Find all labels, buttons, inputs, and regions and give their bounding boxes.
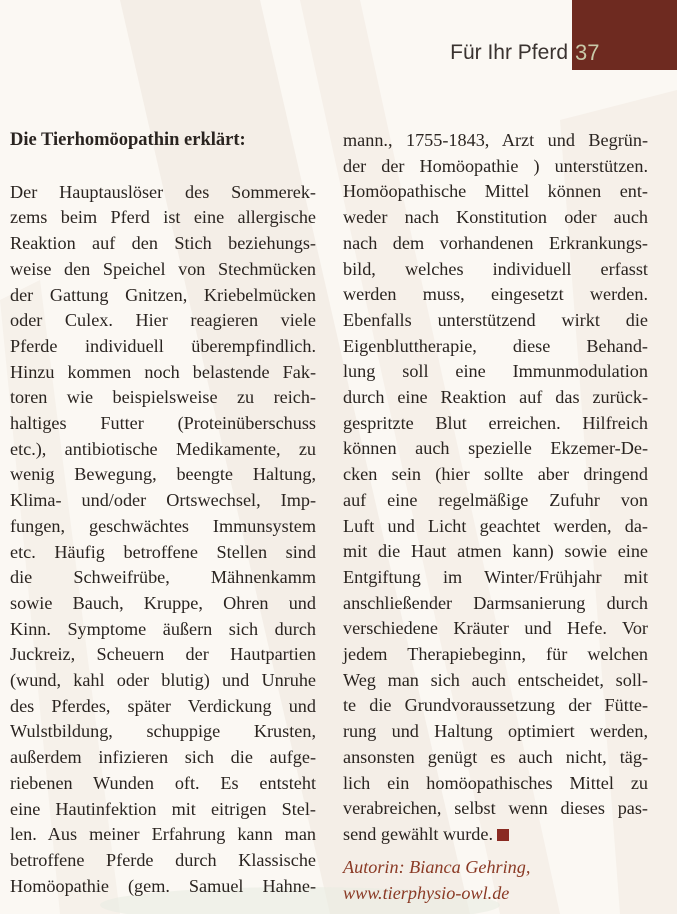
text-line: wenig Bewegung, beengte Haltung, bbox=[10, 464, 316, 485]
last-line-text: send gewählt wurde. bbox=[343, 823, 494, 844]
text-line: gespritzte Blut erreichen. Hilfreich bbox=[343, 412, 648, 433]
text-line: Homöopathische Mittel können ent- bbox=[343, 181, 648, 202]
text-line: cken sein (hier sollte aber dringend bbox=[343, 464, 648, 485]
text-line: Juckreiz, Scheuern der Hautpartien bbox=[10, 644, 316, 665]
text-line: zems beim Pferd ist eine allergische bbox=[10, 207, 316, 228]
text-line: mit die Haut atmen kann) sowie eine bbox=[343, 541, 648, 562]
text-line: te die Grundvoraussetzung der Fütte- bbox=[343, 695, 648, 716]
text-line: haltiges Futter (Proteinüberschuss bbox=[10, 413, 316, 434]
text-line: toren wie beispielsweise zu reich- bbox=[10, 387, 316, 408]
text-line: außerdem infizieren sich die aufge- bbox=[10, 747, 316, 768]
text-line: können auch spezielle Ekzemer-De- bbox=[343, 438, 648, 459]
text-line: Entgiftung im Winter/Frühjahr mit bbox=[343, 566, 648, 587]
column-left-body bbox=[10, 180, 316, 900]
author-credit bbox=[343, 854, 648, 906]
text-line: fungen, geschwächtes Immunsystem bbox=[10, 515, 316, 536]
text-line: lung soll eine Immunmodulation bbox=[343, 361, 648, 382]
text-line: auf eine regelmäßige Zufuhr von bbox=[343, 489, 648, 510]
text-line: len. Aus meiner Erfahrung kann man bbox=[10, 824, 316, 845]
text-line: Kinn. Symptome äußern sich durch bbox=[10, 618, 316, 639]
text-line: Luft und Licht geachtet werden, da- bbox=[343, 515, 648, 536]
text-line: die Schweifrübe, Mähnenkamm bbox=[10, 567, 316, 588]
text-line: jedem Therapiebeginn, für welchen bbox=[343, 644, 648, 665]
author-name: Autorin: Bianca Gehring, bbox=[343, 857, 531, 877]
text-line: weise den Speichel von Stechmücken bbox=[10, 258, 316, 279]
article-heading: Die Tierhomöopathin erklärt: bbox=[10, 130, 246, 150]
text-line: nach dem vorhandenen Erkrankungs- bbox=[343, 232, 648, 253]
text-line: des Pferdes, später Verdickung und bbox=[10, 695, 316, 716]
text-line: Wulstbildung, schuppige Krusten, bbox=[10, 721, 316, 742]
text-line: Eigenbluttherapie, diese Behand- bbox=[343, 335, 648, 356]
text-line: weder nach Konstitution oder auch bbox=[343, 207, 648, 228]
text-line: eine Hautinfektion mit eitrigen Stel- bbox=[10, 798, 316, 819]
article-last-line bbox=[343, 822, 648, 848]
text-line: etc. Häufig betroffene Stellen sind bbox=[10, 541, 316, 562]
text-line: betroffene Pferde durch Klassische bbox=[10, 849, 316, 870]
author-website: www.tierphysio-owl.de bbox=[343, 883, 510, 903]
text-line: sowie Bauch, Kruppe, Ohren und bbox=[10, 592, 316, 613]
text-line: Ebenfalls unterstützend wirkt die bbox=[343, 309, 648, 330]
text-line: etc.), antibiotische Medikamente, zu bbox=[10, 438, 316, 459]
text-line: rung und Haltung optimiert werden, bbox=[343, 721, 648, 742]
text-line: mann., 1755-1843, Arzt und Begrün- bbox=[343, 130, 648, 150]
text-line: oder Culex. Hier reagieren viele bbox=[10, 310, 316, 331]
text-line: Homöopathie (gem. Samuel Hahne- bbox=[10, 875, 316, 896]
text-line: (wund, kahl oder blutig) und Unruhe bbox=[10, 670, 316, 691]
text-line: verabreichen, selbst wenn dieses pas- bbox=[343, 798, 648, 819]
text-line: ansonsten genügt es auch nicht, täg- bbox=[343, 746, 648, 767]
text-line: lich ein homöopathisches Mittel zu bbox=[343, 772, 648, 793]
text-line: Pferde individuell überempfindlich. bbox=[10, 335, 316, 356]
page-number: 37 bbox=[575, 40, 600, 65]
article-column-right bbox=[343, 128, 648, 848]
text-line: Klima- und/oder Ortswechsel, Imp- bbox=[10, 490, 316, 511]
text-line: Weg man sich auch entscheidet, soll- bbox=[343, 669, 648, 690]
text-line: riebenen Wunden oft. Es entsteht bbox=[10, 772, 316, 793]
text-line: Reaktion auf den Stich beziehungs- bbox=[10, 233, 316, 254]
text-line: der der Homöopathie ) unterstützen. bbox=[343, 155, 648, 176]
text-line: durch eine Reaktion auf das zurück- bbox=[343, 387, 648, 408]
text-line: anschließender Darmsanierung durch bbox=[343, 592, 648, 613]
article-column-left bbox=[10, 128, 316, 899]
section-title: Für Ihr Pferd bbox=[450, 41, 568, 64]
text-line: verschiedene Kräuter und Hefe. Vor bbox=[343, 618, 648, 639]
column-right-body bbox=[343, 128, 648, 822]
text-line: werden muss, eingesetzt werden. bbox=[343, 284, 648, 305]
text-line: der Gattung Gnitzen, Kriebelmücken bbox=[10, 284, 316, 305]
text-line: Hinzu kommen noch belastende Fak- bbox=[10, 361, 316, 382]
end-mark-icon bbox=[497, 829, 509, 841]
text-line: Der Hauptauslöser des Sommerek- bbox=[10, 181, 316, 202]
text-line: bild, welches individuell erfasst bbox=[343, 258, 648, 279]
